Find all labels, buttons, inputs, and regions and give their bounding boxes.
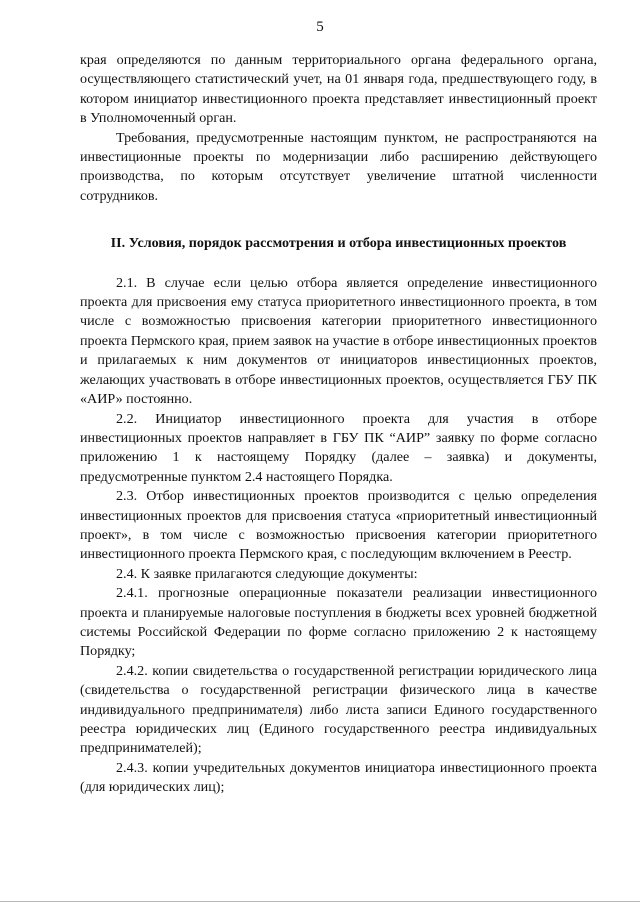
paragraph-2-1: 2.1. В случае если целью отбора является определение инвестиционного проекта для присвоения ему статуса приоритетного инвестиционного проекта, в том числе с возможностью присвоения категории приоритетного инвестиционного проекта Пермского края, прием заявок на участие в отборе инвестиционных проектов и прилагаемых к ним документов от инициаторов инвестиционных проектов, желающих участвовать в отборе инвестиционных проектов, осуществляется ГБУ ПК «АИР» постоянно.: [80, 274, 597, 408]
page-bottom-edge: [0, 901, 640, 902]
paragraph-2-2: 2.2. Инициатор инвестиционного проекта для участия в отборе инвестиционных проектов направляет в ГБУ ПК “АИР” заявку по форме согласно приложению 1 к настоящему Порядку (далее – заявка) и документы, предусмотренные пунктом 2.4 настоящего Порядка.: [80, 410, 597, 485]
spacer: [80, 254, 597, 274]
section-heading: II. Условия, порядок рассмотрения и отбора инвестиционных проектов: [110, 235, 567, 252]
paragraph-requirements-exception: Требования, предусмотренные настоящим пунктом, не распространяются на инвестиционные проекты по модернизации либо расширению действующего производства, по которым отсутствует увеличение штатной численности сотрудников.: [80, 129, 597, 204]
paragraph-continuation: края определяются по данным территориального органа федерального органа, осуществляющего статистический учет, на 01 января года, предшествующего году, в котором инициатор инвестиционного проекта представляет инвестиционный проект в Уполномоченный орган.: [80, 52, 597, 127]
page-number: 5: [316, 19, 324, 35]
paragraph-2-4-3: 2.4.3. копии учредительных документов инициатора инвестиционного проекта (для юридических лиц);: [80, 759, 597, 796]
paragraph-2-4-2: 2.4.2. копии свидетельства о государственной регистрации юридического лица (свидетельства о государственной регистрации физического лица в качестве индивидуального предпринимателя) либо листа записи Единого государственного реестра юридических лиц (Единого государственного реестра индивидуальных предпринимателей);: [80, 662, 597, 757]
paragraph-2-4-1: 2.4.1. прогнозные операционные показатели реализации инвестиционного проекта и планируемые налоговые поступления в бюджеты всех уровней бюджетной системы Российской Федерации по форме согласно приложению 2 к настоящему Порядку;: [80, 585, 597, 660]
page-body: [80, 51, 597, 798]
paragraph-2-3: 2.3. Отбор инвестиционных проектов производится с целью определения инвестиционных проектов для присвоения статуса «приоритетный инвестиционный проект», в том числе с возможностью присвоения категории приоритетного инвестиционного проекта Пермского края, с последующим включением в Реестр.: [80, 488, 597, 563]
paragraph-2-4: 2.4. К заявке прилагаются следующие документы:: [116, 565, 418, 582]
spacer: [80, 206, 597, 234]
